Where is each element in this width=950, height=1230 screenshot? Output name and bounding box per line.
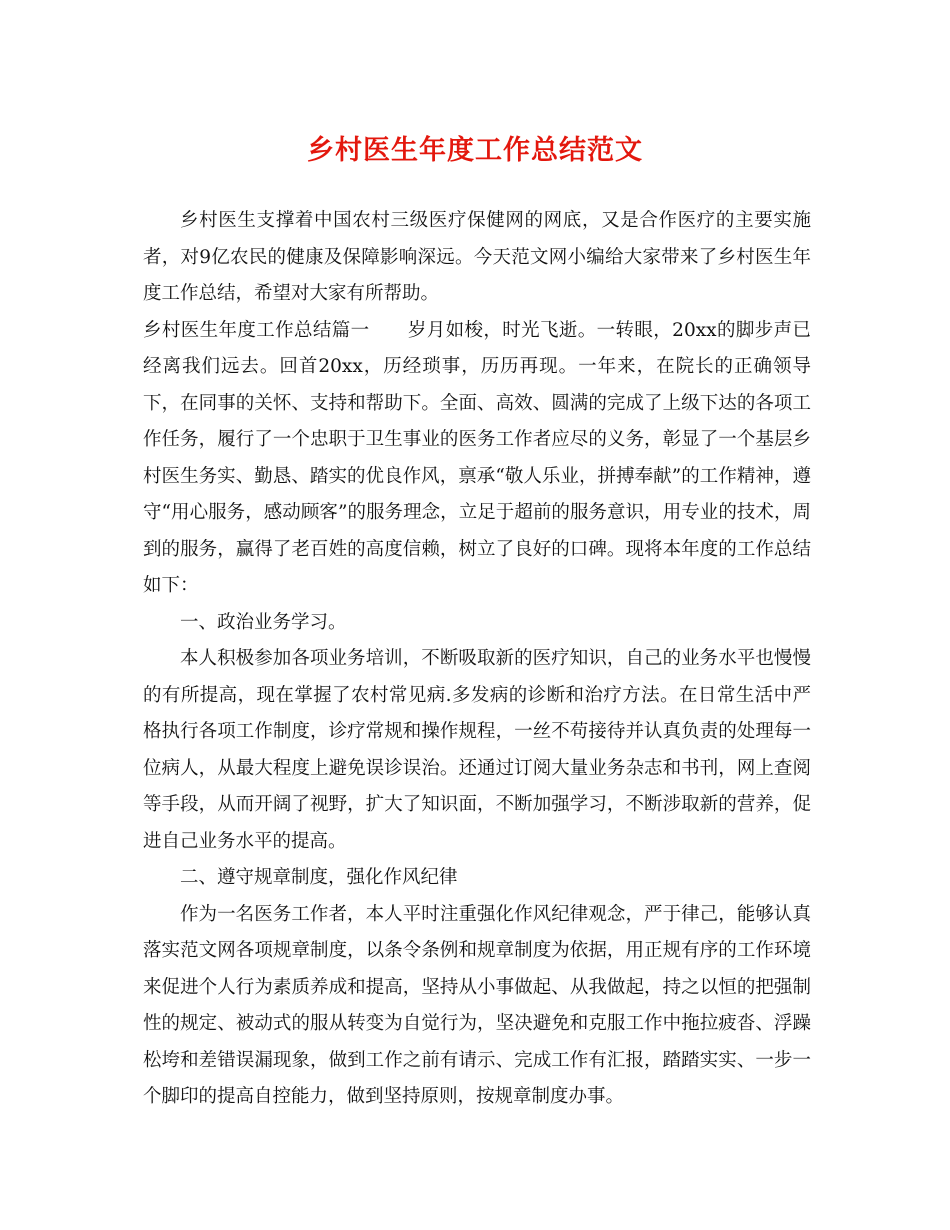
part-paragraph — [143, 313, 811, 605]
part-heading: 乡村医生年度工作总结篇一 — [143, 319, 370, 341]
intro-paragraph: 乡村医生支撑着中国农村三级医疗保健网的网底，又是合作医疗的主要实施者，对9亿农民的健康及保障影响深远。今天范文网小编给大家带来了乡村医生年度工作总结，希望对大家有所帮助。 — [143, 210, 811, 304]
section2-paragraph: 作为一名医务工作者，本人平时注重强化作风纪律观念，严于律己，能够认真落实范文网各项规章制度，以条令条例和规章制度为依据，用正规有序的工作环境来促进个人行为素质养成和提高，坚持从小事做起、从我做起，持之以恒的把强制性的规定、被动式的服从转变为自觉行为，坚决避免和克服工作中拖拉疲沓、浮躁松垮和差错误漏现象，做到工作之前有请示、完成工作有汇报，踏踏实实、一步一个脚印的提高自控能力，做到坚持原则，按规章制度办事。 — [143, 903, 811, 1107]
part-body: 岁月如梭，时光飞逝。一转眼，20xx的脚步声已经离我们远去。回首20xx，历经琐事，历历再现。一年来，在院长的正确领导下，在同事的关怀、支持和帮助下。全面、高效、圆满的完成了上级下达的各项工作任务，履行了一个忠职于卫生事业的医务工作者应尽的义务，彰显了一个基层乡村医生务实、勤恳、踏实的优良作风，禀承“敬人乐业，拼搏奉献”的工作精神，遵守“用心服务，感动顾客”的服务理念，立足于超前的服务意识，用专业的技术，周到的服务，赢得了老百姓的高度信赖，树立了良好的口碑。现将本年度的工作总结如下： — [143, 319, 811, 596]
section2-heading: 二、遵守规章制度，强化作风纪律 — [180, 867, 458, 888]
document-title: 乡村医生年度工作总结范文 — [307, 135, 643, 166]
section1-heading: 一、政治业务学习。 — [180, 611, 347, 633]
section1-paragraph: 本人积极参加各项业务培训，不断吸取新的医疗知识，自己的业务水平也慢慢的有所提高，现在掌握了农村常见病.多发病的诊断和治疗方法。在日常生活中严格执行各项工作制度，诊疗常规和操作规程，一丝不苟接待并认真负责的处理每一位病人，从最大程度上避免误诊误治。还通过订阅大量业务杂志和书刊，网上查阅等手段，从而开阔了视野，扩大了知识面，不断加强学习，不断涉取新的营养，促进自己业务水平的提高。 — [143, 648, 811, 852]
document-body — [143, 203, 811, 1116]
